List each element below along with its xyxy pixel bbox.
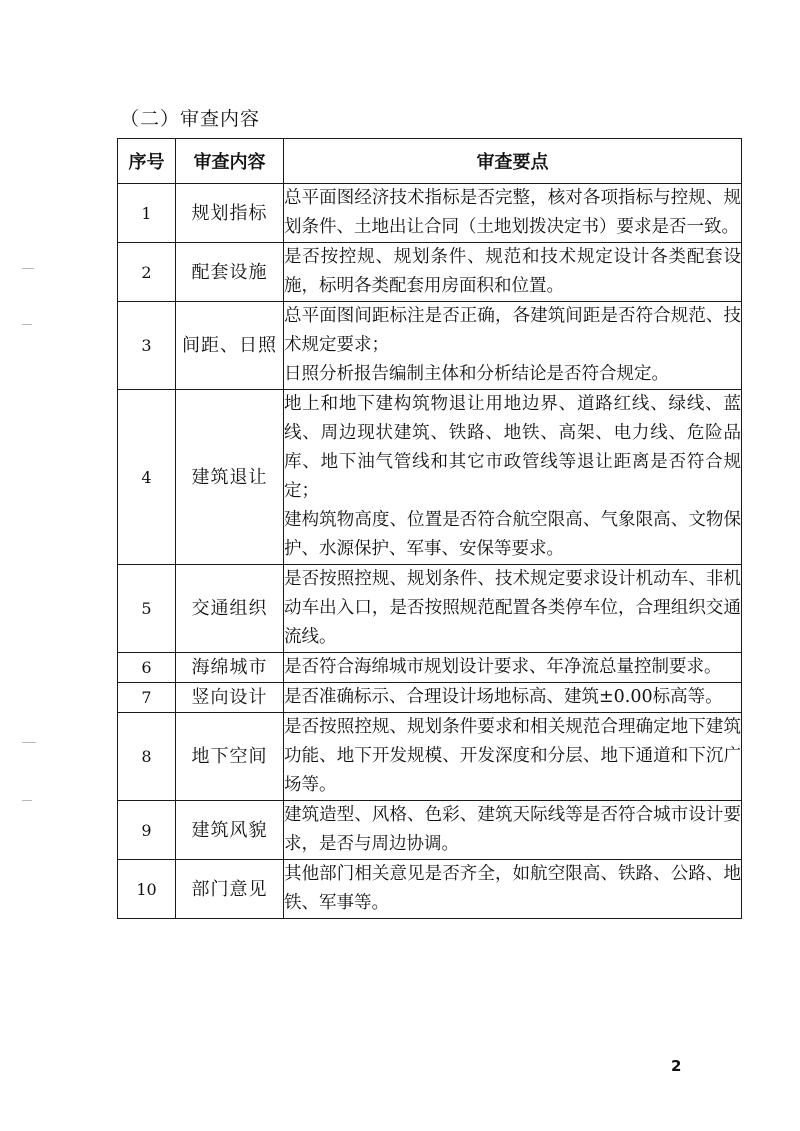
row-point-text: 建构筑物高度、位置是否符合航空限高、气象限高、文物保护、水源保护、军事、安保等要求。 (284, 510, 741, 559)
row-points (284, 243, 742, 302)
row-points (284, 565, 742, 653)
row-point-text: 是否按照控规、规划条件、技术规定要求设计机动车、非机动车出入口，是否按照规范配置各类停车位，合理组织交通流线。 (284, 569, 741, 647)
page-number: 2 (671, 1057, 682, 1075)
row-item: 竖向设计 (176, 683, 284, 713)
row-point-text: 地上和地下建构筑物退让用地边界、道路红线、绿线、蓝线、周边现状建筑、铁路、地铁、高架、电力线、危险品库、地下油气管线和其它市政管线等退让距离是否符合规定； (284, 394, 741, 501)
row-point-text: 建筑造型、风格、色彩、建筑天际线等是否符合城市设计要求，是否与周边协调。 (284, 805, 741, 854)
row-item: 配套设施 (176, 243, 284, 302)
table-row (118, 302, 742, 390)
review-content-table (117, 138, 742, 919)
row-point-text: 总平面图间距标注是否正确，各建筑间距是否符合规范、技术规定要求； (284, 306, 741, 355)
row-number: 5 (118, 565, 176, 653)
row-points (284, 184, 742, 243)
row-points (284, 713, 742, 801)
row-number: 9 (118, 801, 176, 860)
row-points (284, 801, 742, 860)
row-points (284, 390, 742, 565)
row-number: 10 (118, 860, 176, 919)
row-item: 建筑退让 (176, 390, 284, 565)
row-number: 4 (118, 390, 176, 565)
row-item: 海绵城市 (176, 653, 284, 683)
row-point-text: 日照分析报告编制主体和分析结论是否符合规定。 (284, 364, 669, 384)
row-item: 规划指标 (176, 184, 284, 243)
row-points (284, 683, 742, 713)
row-item: 部门意见 (176, 860, 284, 919)
row-number: 2 (118, 243, 176, 302)
section-title: （二）审查内容 (120, 108, 261, 130)
row-points (284, 653, 742, 683)
row-point-text: 其他部门相关意见是否齐全，如航空限高、铁路、公路、地铁、军事等。 (284, 864, 741, 913)
row-point-text: 是否准确标示、合理设计场地标高、建筑±0.00标高等。 (284, 687, 723, 707)
table-header-row (118, 139, 742, 184)
scan-artifact (22, 742, 36, 743)
row-number: 8 (118, 713, 176, 801)
table-row (118, 184, 742, 243)
row-point-text: 总平面图经济技术指标是否完整，核对各项指标与控规、规划条件、土地出让合同（土地划拨决定书）要求是否一致。 (284, 188, 741, 237)
table-row (118, 243, 742, 302)
table-row (118, 565, 742, 653)
table-row (118, 390, 742, 565)
row-point-text: 是否按控规、规划条件、规范和技术规定设计各类配套设施，标明各类配套用房面积和位置。 (284, 247, 741, 296)
row-item: 地下空间 (176, 713, 284, 801)
row-item: 交通组织 (176, 565, 284, 653)
row-item: 间距、日照 (176, 302, 284, 390)
table-row (118, 653, 742, 683)
row-number: 6 (118, 653, 176, 683)
table-row (118, 683, 742, 713)
row-points (284, 302, 742, 390)
row-number: 7 (118, 683, 176, 713)
scan-artifact (22, 800, 32, 801)
table-row (118, 801, 742, 860)
table-row (118, 713, 742, 801)
row-number: 3 (118, 302, 176, 390)
header-review-points: 审查要点 (284, 139, 742, 184)
scan-artifact (22, 324, 32, 325)
row-point-text: 是否符合海绵城市规划设计要求、年净流总量控制要求。 (284, 657, 722, 677)
header-serial-number: 序号 (118, 139, 176, 184)
row-item: 建筑风貌 (176, 801, 284, 860)
row-points (284, 860, 742, 919)
table-row (118, 860, 742, 919)
row-point-text: 是否按照控规、规划条件要求和相关规范合理确定地下建筑功能、地下开发规模、开发深度和分层、地下通道和下沉广场等。 (284, 717, 741, 795)
header-review-item: 审查内容 (176, 139, 284, 184)
row-number: 1 (118, 184, 176, 243)
scan-artifact (22, 268, 34, 269)
